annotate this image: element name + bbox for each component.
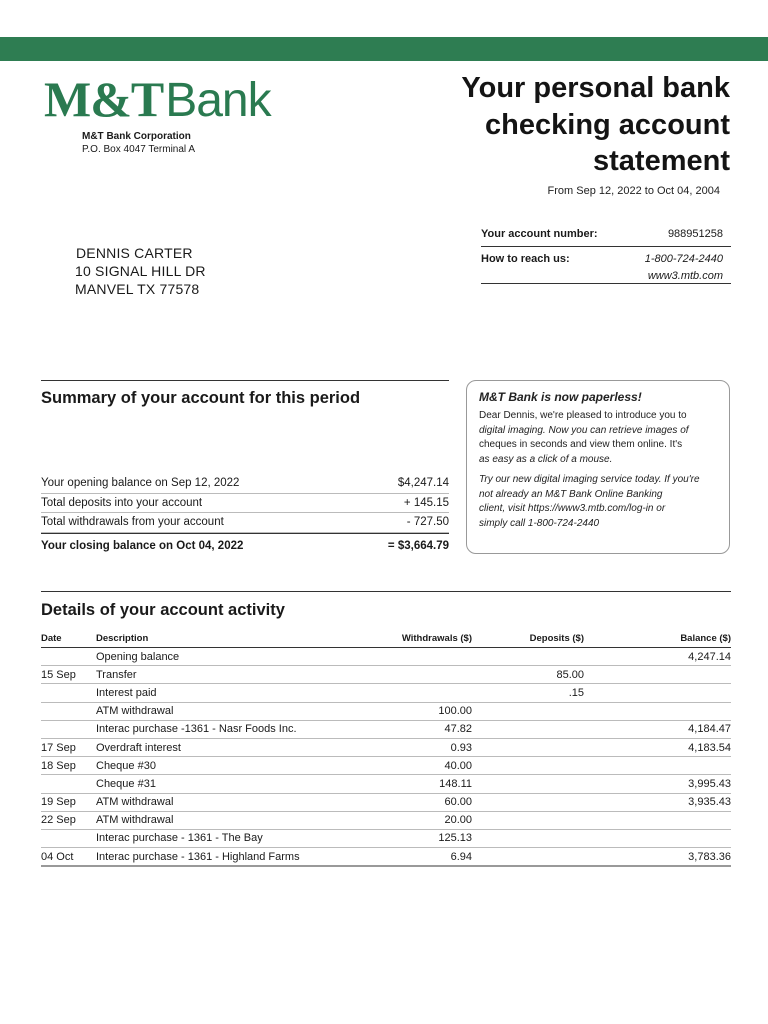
row-balance: 4,184.47 [584, 720, 731, 738]
summary-row [41, 494, 449, 514]
paperless-line: digital imaging. Now you can retrieve images of [479, 424, 689, 436]
summary-table [41, 474, 449, 556]
row-description: ATM withdrawal [96, 811, 341, 829]
row-description: Overdraft interest [96, 738, 341, 756]
table-row [41, 793, 731, 811]
paperless-line: cheques in seconds and view them online. It's [479, 439, 683, 450]
row-date: 22 Sep [41, 811, 96, 829]
row-balance: 4,247.14 [584, 648, 731, 666]
activity-header-row [41, 630, 731, 648]
table-row [41, 684, 731, 702]
paperless-line: Dear Dennis, we're pleased to introduce you to [479, 410, 687, 421]
contact-phone: 1-800-724-2440 [644, 253, 723, 265]
row-balance [584, 666, 731, 684]
row-withdrawal: 125.13 [341, 829, 472, 847]
row-date [41, 648, 96, 666]
summary-title: Summary of your account for this period [41, 389, 361, 407]
row-withdrawal [341, 684, 472, 702]
col-description: Description [96, 630, 341, 648]
row-date: 17 Sep [41, 738, 96, 756]
row-withdrawal: 20.00 [341, 811, 472, 829]
details-divider [41, 591, 731, 592]
table-row [41, 666, 731, 684]
row-balance: 3,783.36 [584, 848, 731, 867]
paperless-line: Try our new digital imaging service today. If you're [479, 474, 700, 485]
summary-closing-row [41, 533, 449, 556]
activity-table [41, 630, 731, 867]
statement-title [400, 70, 730, 180]
paperless-title: M&T Bank is now paperless! [479, 390, 642, 404]
row-withdrawal: 40.00 [341, 757, 472, 775]
col-balance: Balance ($) [584, 630, 731, 648]
row-balance [584, 811, 731, 829]
paperless-link[interactable]: client, visit https://www3.mtb.com/log-in or [479, 503, 666, 514]
table-row [41, 775, 731, 793]
row-description: ATM withdrawal [96, 702, 341, 720]
contact-row [481, 247, 731, 284]
row-description: Interac purchase -1361 - Nasr Foods Inc. [96, 720, 341, 738]
contact-website[interactable]: www3.mtb.com [647, 270, 723, 282]
logo-mt: M&T [44, 71, 164, 127]
row-description: Opening balance [96, 648, 341, 666]
contact-label: How to reach us: [481, 253, 570, 265]
closing-balance-value: = $3,664.79 [387, 539, 449, 552]
table-row [41, 848, 731, 867]
corp-name: M&T Bank Corporation [82, 131, 191, 142]
row-deposit [472, 848, 584, 867]
row-deposit [472, 702, 584, 720]
summary-row-label: Your opening balance on Sep 12, 2022 [41, 477, 240, 489]
closing-balance-label: Your closing balance on Oct 04, 2022 [41, 539, 244, 552]
paperless-cta [479, 473, 717, 531]
row-deposit: .15 [472, 684, 584, 702]
row-date [41, 775, 96, 793]
row-deposit [472, 720, 584, 738]
row-date: 18 Sep [41, 757, 96, 775]
bank-logo [44, 71, 271, 127]
row-withdrawal [341, 666, 472, 684]
account-info [481, 222, 731, 284]
paperless-line: simply call 1-800-724-2440 [479, 517, 600, 529]
row-withdrawal [341, 648, 472, 666]
row-date [41, 829, 96, 847]
summary-row [41, 474, 449, 494]
row-description: Cheque #31 [96, 775, 341, 793]
summary-row-value: $4,247.14 [397, 477, 449, 489]
row-date: 04 Oct [41, 848, 96, 867]
col-date: Date [41, 630, 96, 648]
row-description: Interest paid [96, 684, 341, 702]
table-row [41, 702, 731, 720]
customer-name: DENNIS CARTER [76, 245, 193, 261]
col-withdrawals: Withdrawals ($) [341, 630, 472, 648]
paperless-text [479, 409, 717, 467]
title-line: checking account [485, 108, 730, 141]
paperless-line: not already an M&T Bank Online Banking [479, 488, 663, 500]
row-withdrawal: 148.11 [341, 775, 472, 793]
account-number-label: Your account number: [481, 228, 598, 240]
row-description: Transfer [96, 666, 341, 684]
table-row [41, 738, 731, 756]
row-deposit [472, 757, 584, 775]
contact-values [645, 251, 723, 285]
row-deposit [472, 738, 584, 756]
row-balance [584, 757, 731, 775]
paperless-notice [466, 380, 730, 554]
corp-po-box: P.O. Box 4047 Terminal A [82, 143, 196, 155]
row-date: 15 Sep [41, 666, 96, 684]
row-date [41, 702, 96, 720]
row-deposit [472, 648, 584, 666]
summary-row-value: - 727.50 [406, 516, 449, 528]
col-deposits: Deposits ($) [472, 630, 584, 648]
row-balance [584, 684, 731, 702]
summary-divider [41, 380, 449, 381]
row-description: Interac purchase - 1361 - The Bay [96, 829, 341, 847]
summary-row [41, 513, 449, 533]
row-deposit [472, 775, 584, 793]
title-line: Your personal bank [461, 72, 730, 104]
row-withdrawal: 60.00 [341, 793, 472, 811]
row-balance: 4,183.54 [584, 738, 731, 756]
title-line: statement [593, 145, 730, 177]
account-number: 988951258 [667, 228, 723, 240]
corporate-address [82, 131, 195, 156]
row-deposit [472, 811, 584, 829]
customer-street: 10 SIGNAL HILL DR [75, 263, 206, 279]
account-number-row [481, 222, 731, 247]
row-description: ATM withdrawal [96, 793, 341, 811]
row-withdrawal: 47.82 [341, 720, 472, 738]
summary-row-label: Total deposits into your account [41, 496, 203, 509]
table-row [41, 757, 731, 775]
row-date: 19 Sep [41, 793, 96, 811]
row-deposit [472, 829, 584, 847]
table-row [41, 829, 731, 847]
table-row [41, 720, 731, 738]
row-balance: 3,935.43 [584, 793, 731, 811]
row-description: Interac purchase - 1361 - Highland Farms [96, 848, 341, 867]
row-description: Cheque #30 [96, 757, 341, 775]
summary-row-label: Total withdrawals from your account [41, 516, 224, 528]
row-balance [584, 829, 731, 847]
customer-city: MANVEL TX 77578 [75, 281, 200, 297]
row-withdrawal: 0.93 [341, 738, 472, 756]
summary-row-value: + 145.15 [403, 496, 449, 509]
row-date [41, 684, 96, 702]
details-title: Details of your account activity [41, 601, 285, 619]
row-balance [584, 702, 731, 720]
row-deposit [472, 793, 584, 811]
row-balance: 3,995.43 [584, 775, 731, 793]
logo-bank: Bank [165, 74, 271, 127]
paperless-line: as easy as a click of a mouse. [479, 453, 613, 465]
row-withdrawal: 6.94 [341, 848, 472, 867]
header-accent-bar [0, 37, 768, 61]
table-row [41, 811, 731, 829]
table-row [41, 648, 731, 666]
customer-address [75, 244, 206, 298]
row-deposit: 85.00 [472, 666, 584, 684]
statement-period: From Sep 12, 2022 to Oct 04, 2004 [547, 185, 720, 197]
row-date [41, 720, 96, 738]
row-withdrawal: 100.00 [341, 702, 472, 720]
